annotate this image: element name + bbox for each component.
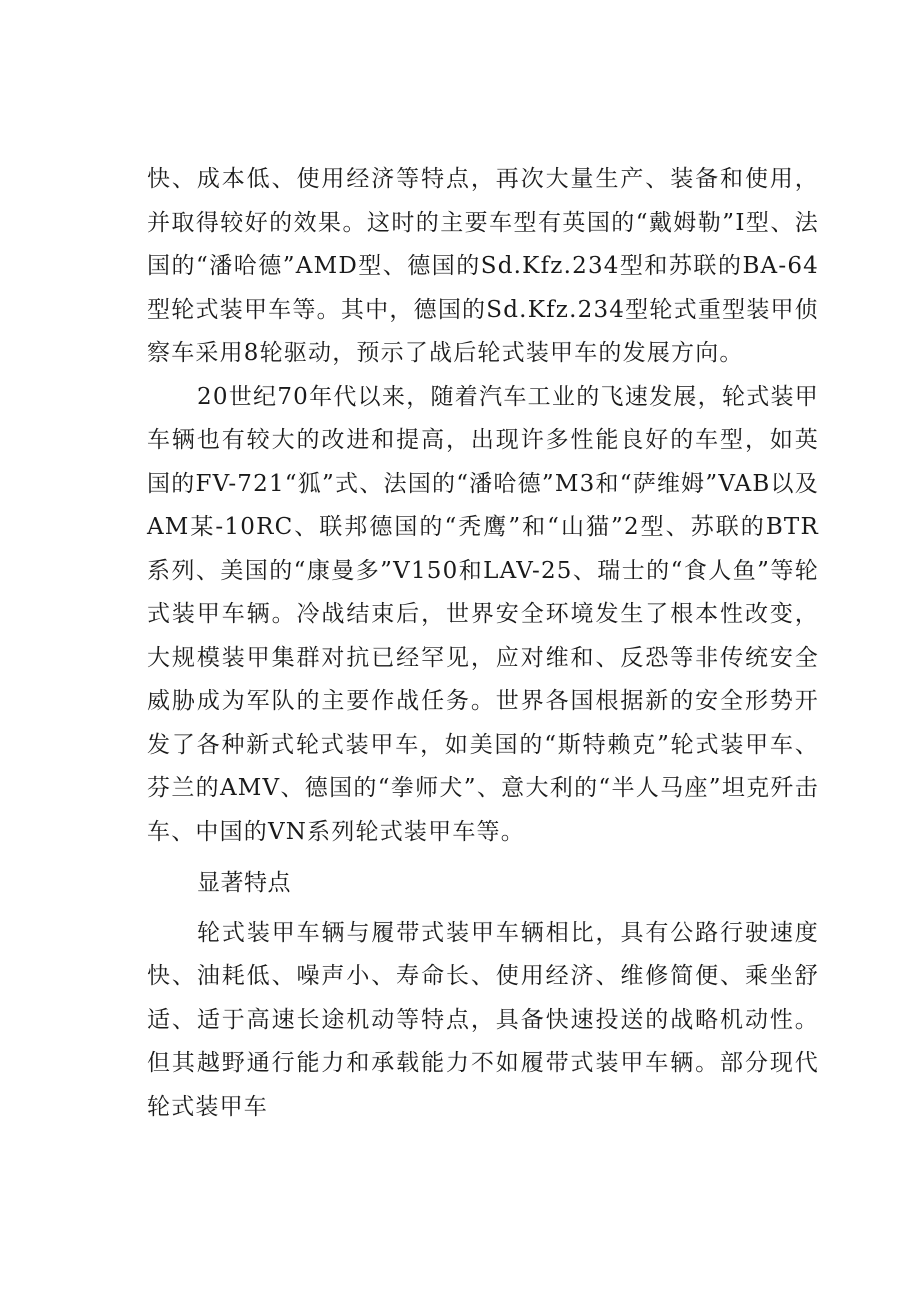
document-body xyxy=(147,158,819,1129)
paragraph-features: 轮式装甲车辆与履带式装甲车辆相比，具有公路行驶速度快、油耗低、噪声小、寿命长、使用经济、维修简便、乘坐舒适、适于高速长途机动等特点，具备快速投送的战略机动性。但其越野通行能力和承载能力不如履带式装甲车辆。部分现代轮式装甲车 xyxy=(147,919,819,1120)
paragraph-development-history: 20世纪70年代以来，随着汽车工业的飞速发展，轮式装甲车辆也有较大的改进和提高，出现许多性能良好的车型，如英国的FV-721“狐”式、法国的“潘哈德”M3和“萨维姆”VAB以及AM某-10RC、联邦德国的“秃鹰”和“山猫”2型、苏联的BTR系列、美国的“康曼多”V150和LAV-25、瑞士的“食人鱼”等轮式装甲车辆。冷战结束后，世界安全环境发生了根本性改变，大规模装甲集群对抗已经罕见，应对维和、反恐等非传统安全威胁成为军队的主要作战任务。世界各国根据新的安全形势开发了各种新式轮式装甲车，如美国的“斯特赖克”轮式装甲车、芬兰的AMV、德国的“拳师犬”、意大利的“半人马座”坦克歼击车、中国的VN系列轮式装甲车等。 xyxy=(147,383,819,845)
paragraph-continuation: 快、成本低、使用经济等特点，再次大量生产、装备和使用，并取得较好的效果。这时的主要车型有英国的“戴姆勒”Ⅰ型、法国的“潘哈德”AMD型、德国的Sd.Kfz.234型和苏联的BA-64型轮式装甲车等。其中，德国的Sd.Kfz.234型轮式重型装甲侦察车采用8轮驱动，预示了战后轮式装甲车的发展方向。 xyxy=(147,166,819,366)
section-heading: 显著特点 xyxy=(197,870,291,896)
